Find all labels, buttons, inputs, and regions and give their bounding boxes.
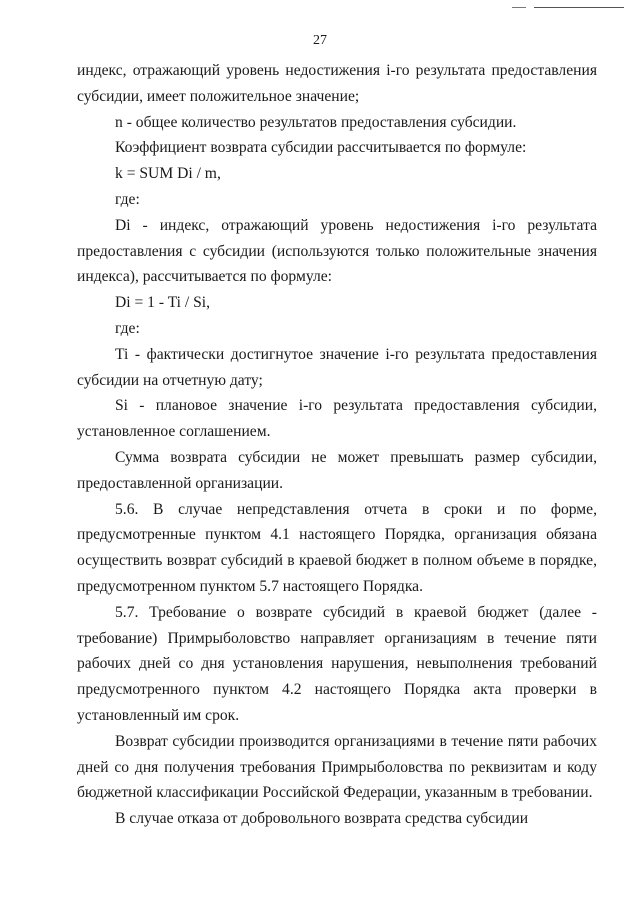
paragraph: Si - плановое значение i-го результата предоставления субсидии, установленное соглашением.: [77, 397, 597, 441]
corner-rule-short: [512, 7, 526, 8]
paragraph: 5.7. Требование о возврате субсидий в краевой бюджет (далее - требование) Примрыболовство направляет организациям в течение пяти рабочих дней со дня установления нарушения, невыполнения требований предусмотренного пунктом 4.2 настоящего Порядка акта проверки в установленный им срок.: [77, 603, 597, 724]
page-number: 27: [313, 33, 327, 48]
paragraph: Возврат субсидии производится организациями в течение пяти рабочих дней со дня получения требования Примрыболовства по реквизитам и коду бюджетной классификации Российской Федерации, указанным в требовании.: [77, 732, 597, 802]
paragraph: 5.6. В случае непредставления отчета в сроки и по форме, предусмотренные пунктом 4.1 настоящего Порядка, организация обязана осуществить возврат субсидий в краевой бюджет в полном объеме в порядке, предусмотренном пунктом 5.7 настоящего Порядка.: [77, 500, 597, 595]
formula: k = SUM Di / m,: [115, 165, 221, 183]
document-body: [77, 58, 597, 832]
paragraph: Di - индекс, отражающий уровень недостижения i-го результата предоставления с субсидии (используются только положительные значения индекса), рассчитывается по формуле:: [77, 216, 597, 286]
paragraph: индекс, отражающий уровень недостижения i-го результата предоставления субсидии, имеет положительное значение;: [77, 62, 597, 105]
paragraph: где:: [115, 190, 140, 208]
paragraph: Ti - фактически достигнутое значение i-го результата предоставления субсидии на отчетную дату;: [77, 345, 597, 389]
paragraph: Сумма возврата субсидии не может превышать размер субсидии, предоставленной организации.: [77, 448, 597, 492]
paragraph: n - общее количество результатов предоставления субсидии.: [115, 113, 517, 131]
paragraph: Коэффициент возврата субсидии рассчитывается по формуле:: [115, 139, 527, 157]
formula: Di = 1 - Ti / Si,: [115, 294, 211, 312]
paragraph: где:: [115, 319, 140, 337]
paragraph: В случае отказа от добровольного возврата средства субсидии: [115, 810, 529, 828]
corner-rule: [534, 7, 624, 8]
